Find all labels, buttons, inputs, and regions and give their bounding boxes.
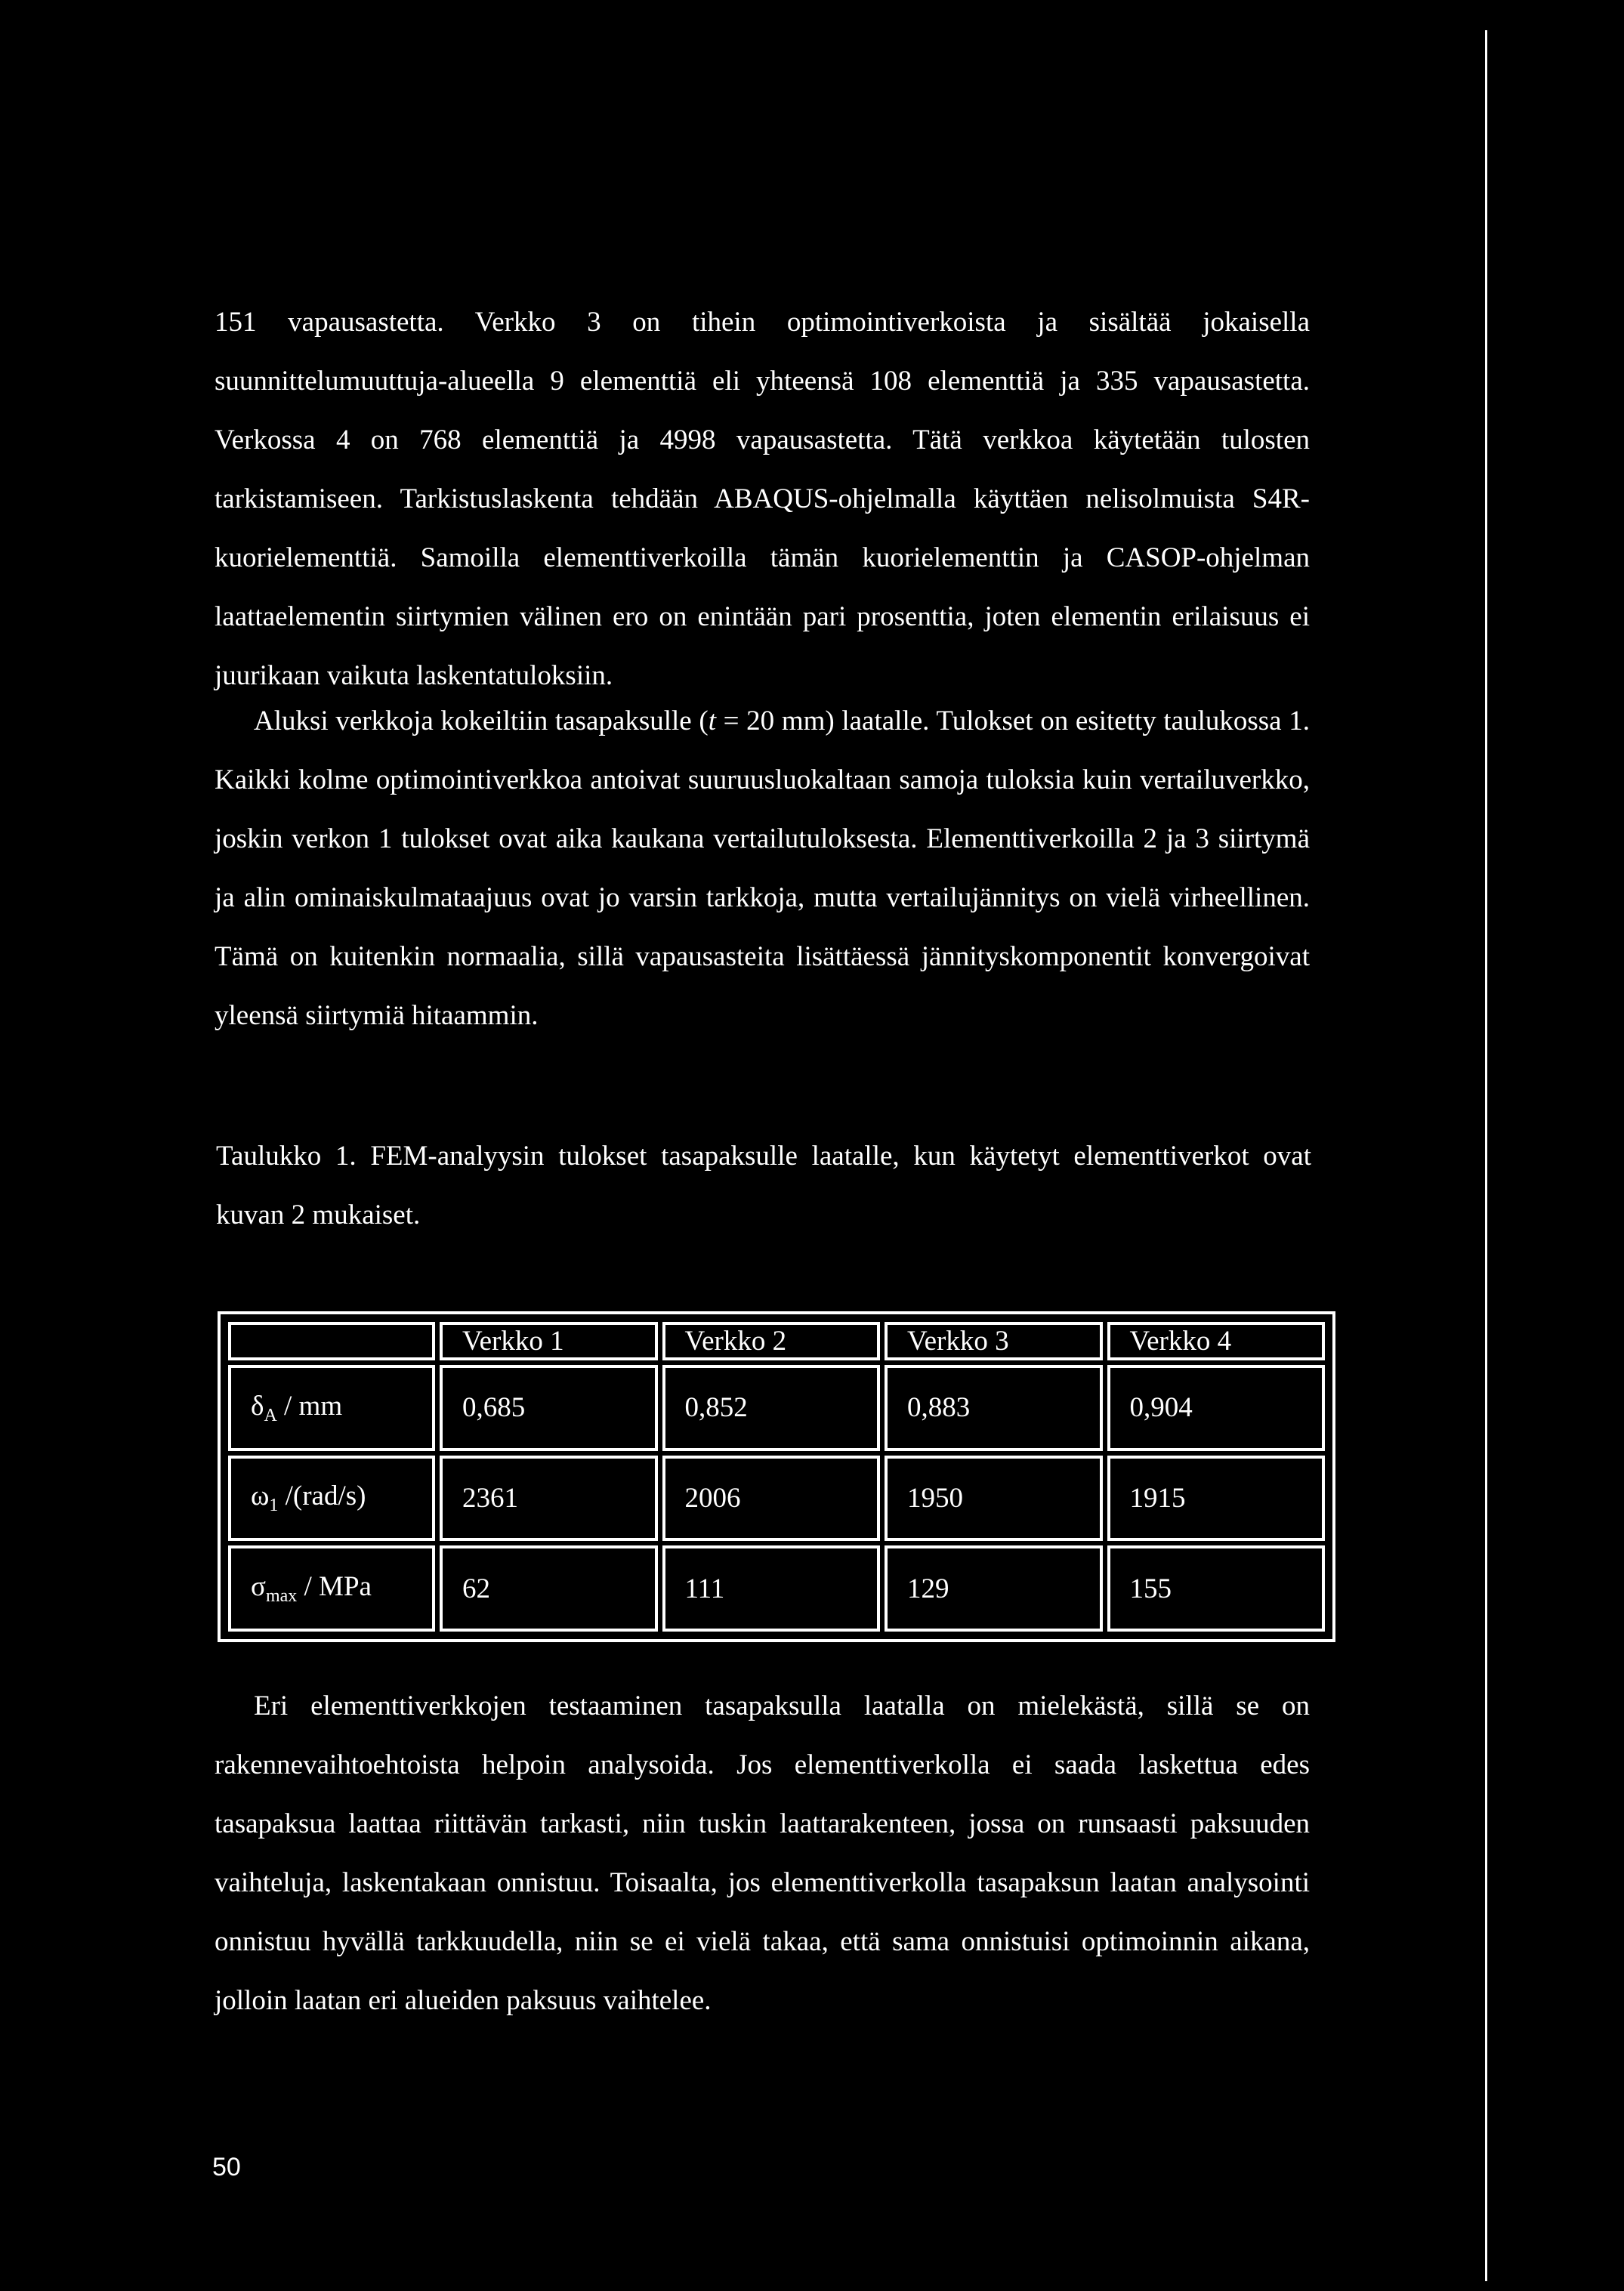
paragraph-2-start: Aluksi verkkoja kokeiltiin tasapaksulle ( bbox=[254, 706, 709, 736]
table-header-verkko-4: Verkko 4 bbox=[1107, 1322, 1326, 1360]
table-cell: 0,904 bbox=[1107, 1365, 1326, 1451]
paragraph-2-text bbox=[215, 692, 1310, 1045]
table-cell: 2006 bbox=[662, 1456, 881, 1542]
table-header-verkko-2: Verkko 2 bbox=[662, 1322, 881, 1360]
paragraph-3 bbox=[215, 1677, 1310, 2030]
table-row-displacement bbox=[228, 1365, 1325, 1451]
table-cell: 0,685 bbox=[440, 1365, 658, 1451]
table-header-row bbox=[228, 1322, 1325, 1360]
row-subscript: max bbox=[265, 1586, 298, 1607]
row-label-frequency bbox=[228, 1456, 435, 1542]
row-subscript: A bbox=[264, 1405, 277, 1425]
paragraph-2-rest: = 20 mm) laatalle. Tulokset on esitetty taulukossa 1. Kaikki kolme optimointiverkkoa antoivat suuruusluokaltaan samoja tuloksia kuin vertailuverkko, joskin verkon 1 tulokset ovat aika kaukana vertailutuloksesta. Elementtiverkoilla 2 ja 3 siirtymä ja alin ominaiskulmataajuus ovat jo varsin tarkkoja, mutta vertailujännitys on vielä virheellinen. Tämä on kuitenkin normaalia, sillä vapausasteita lisättäessä jännityskomponentit konvergoivat yleensä siirtymiä hitaammin. bbox=[215, 706, 1311, 1031]
row-unit: /(rad/s) bbox=[278, 1481, 366, 1512]
table-cell: 62 bbox=[440, 1545, 658, 1632]
paragraph-1-text: 151 vapausastetta. Verkko 3 on tihein optimointiverkoista ja sisältää jokaisella suunnittelumuuttuja-alueella 9 elementtiä eli yhteensä 108 elementtiä ja 335 vapausastetta. Verkossa 4 on 768 elementtiä ja 4998 vapausastetta. Tätä verkkoa käytetään tulosten tarkistamiseen. Tarkistuslaskenta tehdään ABAQUS-ohjelmalla käyttäen nelisolmuista S4R-kuorielementtiä. Samoilla elementtiverkoilla tämän kuorielementtin ja CASOP-ohjelman laattaelementin siirtymien välinen ero on enintään pari prosenttia, joten elementin erilaisuus ei juurikaan vaikuta laskentatuloksiin. bbox=[215, 307, 1310, 691]
table-cell: 111 bbox=[662, 1545, 881, 1632]
table-cell: 155 bbox=[1107, 1545, 1326, 1632]
table-caption bbox=[216, 1127, 1311, 1245]
row-symbol: ω bbox=[251, 1481, 270, 1512]
thickness-symbol: t bbox=[708, 706, 716, 736]
table-cell: 0,883 bbox=[885, 1365, 1103, 1451]
page-number: 50 bbox=[212, 2153, 241, 2181]
table-row-stress bbox=[228, 1545, 1325, 1632]
row-symbol: σ bbox=[251, 1571, 266, 1603]
table-header-empty bbox=[228, 1322, 435, 1360]
table-cell: 129 bbox=[885, 1545, 1103, 1632]
row-label-stress bbox=[228, 1545, 435, 1632]
table-cell: 1950 bbox=[885, 1456, 1103, 1542]
table-cell: 0,852 bbox=[662, 1365, 881, 1451]
paragraph-1 bbox=[215, 293, 1310, 706]
table-header-verkko-3: Verkko 3 bbox=[885, 1322, 1103, 1360]
table-caption-text: Taulukko 1. FEM-analyysin tulokset tasapaksulle laatalle, kun käytetyt elementtiverkot ovat kuvan 2 mukaiset. bbox=[216, 1141, 1311, 1230]
results-table bbox=[218, 1311, 1335, 1642]
paragraph-2 bbox=[215, 692, 1310, 1045]
row-label-displacement bbox=[228, 1365, 435, 1451]
table-header-verkko-1: Verkko 1 bbox=[440, 1322, 658, 1360]
table-cell: 1915 bbox=[1107, 1456, 1326, 1542]
paragraph-3-text: Eri elementtiverkkojen testaaminen tasapaksulla laatalla on mielekästä, sillä se on rakennevaihtoehtoista helpoin analysoida. Jos elementtiverkolla ei saada laskettua edes tasapaksua laattaa riittävän tarkasti, niin tuskin laattarakenteen, jossa on runsaasti paksuuden vaihteluja, laskentakaan onnistuu. Toisaalta, jos elementtiverkolla tasapaksun laatan analysointi onnistuu hyvällä tarkkuudella, niin se ei vielä takaa, että sama onnistuisi optimoinnin aikana, jolloin laatan eri alueiden paksuus vaihtelee. bbox=[215, 1690, 1310, 2016]
page-edge-line bbox=[1485, 30, 1487, 2281]
row-symbol: δ bbox=[251, 1390, 264, 1422]
row-unit: / mm bbox=[276, 1390, 343, 1422]
table-row-frequency bbox=[228, 1456, 1325, 1542]
table-cell: 2361 bbox=[440, 1456, 658, 1542]
row-subscript: 1 bbox=[269, 1496, 279, 1516]
row-unit: / MPa bbox=[297, 1571, 372, 1603]
